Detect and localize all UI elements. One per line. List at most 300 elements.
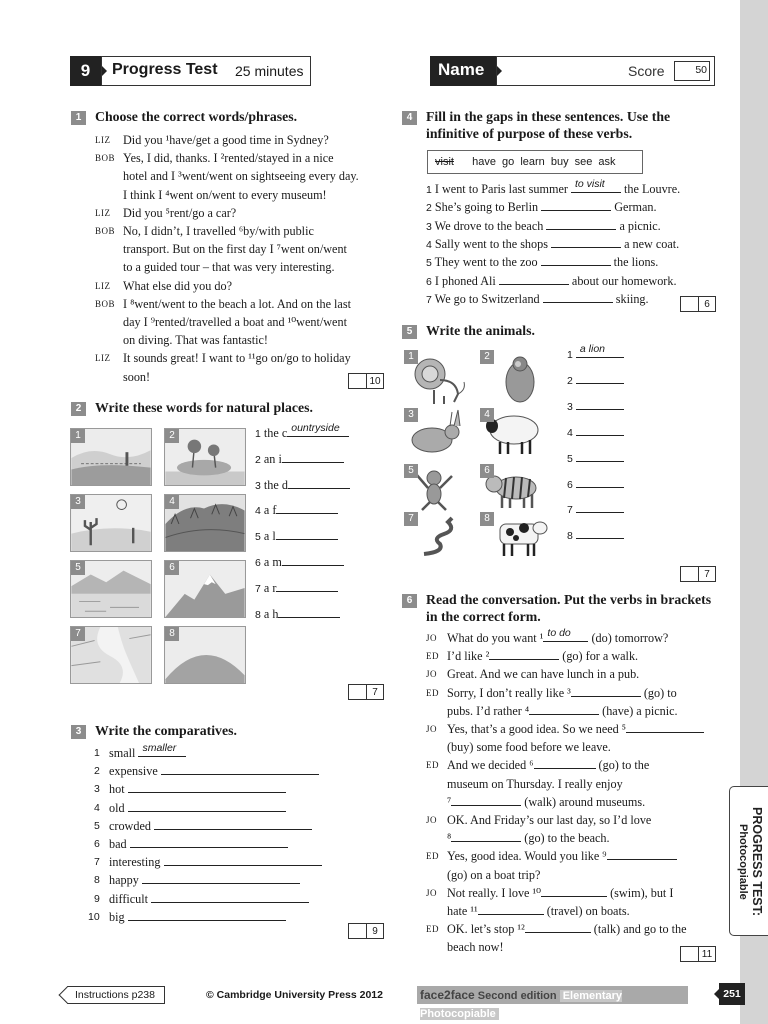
item-number: 2 [94,765,100,778]
answer-text: smaller [142,742,177,754]
speaker-label: BOB [95,153,116,164]
answer-blank[interactable] [543,290,613,303]
dialogue-line: Yes, I did, thanks. I ²rented/stayed in a nice [123,151,334,166]
place-item [255,553,344,572]
answer-blank[interactable] [541,198,611,211]
exercise-6-score: 11 [698,946,716,962]
exercise-1-score: 10 [366,373,384,389]
tile-label: 6 [480,464,494,478]
animal-item [567,423,624,442]
answer-blank[interactable] [282,450,344,463]
picture-lake [70,560,152,618]
line-text: (walk) around museums. [524,794,646,809]
answer-blank[interactable] [164,853,322,866]
sentence-item [426,272,677,291]
picture-forest [164,494,246,552]
page-number: 251 [719,983,745,1005]
item-number: 4 [567,426,573,439]
tile-label: 1 [404,350,418,364]
item-number: 5 [94,819,100,832]
item-number: 4 [255,505,261,518]
dialogue-line: transport. But on the first day I ⁷went on/went [123,242,347,257]
line-text: Yes, that’s a good idea. So we need ⁵ [447,722,627,736]
picture-desert [70,494,152,552]
place-item [255,424,349,443]
place-item [255,501,338,520]
place-item [255,476,350,495]
comparative-item [109,871,300,889]
sentence-end: about our homework. [571,273,677,288]
exercise-6-title-line1: Read the conversation. Put the verbs in brackets [426,592,712,607]
instructions-link[interactable]: Instructions p238 [67,986,165,1004]
comparative-item [109,908,286,926]
item-prefix: a m [263,555,282,569]
dialogue-line: No, I didn’t, I travelled ⁶by/with public [123,224,314,238]
animal-item [567,397,624,416]
line-text: Yes, good idea. Would you like ⁹ [447,849,607,864]
exercise-4-title-line2: infinitive of purpose of these verbs. [426,126,633,141]
answer-blank[interactable] [451,793,521,806]
exercise-1-number: 1 [71,111,86,125]
animal-item [567,371,624,390]
sentence-item [426,290,649,309]
answer-blank[interactable] [287,424,349,437]
sentence-start: They went to the zoo [434,255,538,270]
item-word: hot [109,782,125,797]
item-number: 7 [426,293,432,306]
sentence-start: We go to Switzerland [434,291,540,306]
line-text: Not really. I love ¹⁰ [447,885,542,900]
item-number: 3 [255,479,261,492]
exercise-3-score: 9 [366,923,384,939]
place-item [255,450,344,469]
animal-cow [480,512,550,560]
answer-blank[interactable] [276,527,338,540]
dialogue-line: It sounds great! I want to ¹¹go on/go to holiday [123,351,351,366]
answer-blank[interactable] [576,345,624,358]
item-word: small [109,746,136,760]
tile-label: 7 [71,627,85,641]
comparative-item [109,817,312,835]
tile-label: 4 [480,408,494,422]
speaker-label: ED [426,651,439,662]
item-number: 1 [426,184,432,196]
sentence-start: We drove to the beach [434,218,544,233]
tile-label: 4 [165,495,179,509]
exercise-4-number: 4 [402,111,417,125]
item-prefix: the c [263,426,288,440]
answer-blank[interactable] [576,500,624,513]
item-number: 8 [94,874,100,887]
line-text: beach now! [447,940,504,955]
sentence-end: a new coat. [624,236,680,251]
picture-river [70,626,152,684]
item-number: 7 [94,856,100,869]
place-item [255,579,338,598]
test-duration: 25 minutes [235,63,304,79]
dialogue-line: day I ⁹rented/travelled a boat and ¹⁰went/went [123,315,347,329]
answer-blank[interactable] [151,890,309,903]
answer-blank[interactable] [543,629,588,642]
item-number: 4 [426,238,432,251]
sentence-start: She’s going to Berlin [434,200,539,215]
exercise-2-score: 7 [366,684,384,700]
answer-blank[interactable] [576,371,624,384]
dialogue-line [447,720,704,738]
speaker-label: LIZ [95,135,111,145]
line-text: OK. let’s stop ¹² [447,922,525,937]
answer-blank[interactable] [451,829,521,842]
answer-blank[interactable] [546,217,616,230]
answer-blank[interactable] [571,684,641,697]
dialogue-line: I ⁸went/went to the beach a lot. And on the last [123,296,351,311]
line-text: (do) tomorrow? [591,631,669,645]
animal-tiger [480,464,544,512]
exercise-5-score-box[interactable] [680,566,700,582]
item-prefix: an i [263,451,282,466]
place-item [255,527,338,546]
line-text: (travel) on boats. [546,904,630,918]
sentence-item [426,217,661,236]
speaker-label: ED [426,687,439,698]
answer-blank[interactable] [576,526,624,539]
item-number: 8 [255,608,261,621]
answer-blank[interactable] [276,579,338,592]
line-text: (go) on a boat trip? [447,867,541,882]
dialogue-line [447,775,623,793]
item-word: expensive [109,764,158,779]
item-number: 7 [255,582,261,595]
item-number: 6 [426,275,432,288]
item-word: old [109,800,125,815]
answer-blank[interactable] [478,902,544,915]
answer-blank[interactable] [130,835,288,848]
line-text: I’d like ² [447,649,490,664]
place-item [255,605,340,624]
item-prefix: a l [263,529,276,544]
line-text: (have) a picnic. [602,703,678,718]
speaker-label: ED [426,760,439,771]
answer-text: to visit [574,178,605,190]
exercise-3-number: 3 [71,725,86,739]
speaker-label: JO [426,724,438,734]
score-label: Score [628,63,665,79]
dialogue-line [447,702,678,720]
dialogue-line: What else did you do? [123,278,232,293]
dialogue-line [447,629,668,647]
tile-label: 2 [480,350,494,364]
line-text: (go) to the beach. [524,831,610,846]
tile-label: 5 [404,464,418,478]
item-number: 6 [94,838,100,850]
animal-item [567,475,624,494]
answer-blank[interactable] [529,702,599,715]
dialogue-line: soon! [123,369,151,384]
speaker-label: ED [426,851,439,862]
comparative-item [109,762,319,780]
name-field[interactable] [496,56,715,86]
dialogue-line [447,866,540,884]
sentence-start: I phoned Ali [434,273,496,288]
answer-blank[interactable] [576,423,624,436]
exercise-6-title-line2: in the correct form. [426,609,541,624]
answer-blank[interactable] [551,235,621,248]
line-text: museum on Thursday. I really enjoy [447,776,623,791]
verb-list: have go learn buy see ask [472,156,616,168]
sentence-end: the Louvre. [624,182,681,196]
comparative-item [109,744,186,762]
tile-label: 7 [404,512,418,526]
comparative-item [109,780,286,798]
answer-blank[interactable] [154,817,312,830]
line-text: Sorry, I don’t really like ³ [447,685,571,700]
speaker-label: ED [426,924,439,935]
comparative-item [109,890,309,908]
line-text: ⁷ [447,794,452,809]
answer-blank[interactable] [576,449,624,462]
line-text: ⁸ [447,831,452,846]
item-number: 1 [567,349,573,361]
sentence-end: a picnic. [619,218,661,233]
sidebar-label-line1: PROGRESS TEST: [750,807,764,917]
animal-monkey [404,464,468,512]
answer-blank[interactable] [541,253,611,266]
sentence-item [426,235,679,254]
answer-blank[interactable] [161,762,319,775]
animal-item [567,526,624,545]
animal-sheep [480,408,544,456]
answer-blank[interactable] [138,744,186,757]
test-title-box [101,56,311,86]
line-text: OK. And Friday’s our last day, so I’d love [447,813,652,827]
comparative-item [109,799,286,817]
answer-blank[interactable] [626,720,704,733]
exercise-5-title: Write the animals. [426,323,535,338]
answer-blank[interactable] [128,780,286,793]
brand-name: face2face [420,988,475,1002]
speaker-label: JO [426,887,438,898]
answer-text: a lion [579,343,605,355]
brand-bar [417,986,688,1020]
speaker-label: JO [426,815,438,825]
item-number: 4 [94,801,100,814]
answer-blank[interactable] [576,475,624,488]
dialogue-line [447,938,504,956]
sentence-item [426,198,657,217]
dialogue-line [447,920,687,938]
item-number: 3 [94,783,100,796]
exercise-1-score-box[interactable] [348,373,368,389]
dialogue-line: I think I ⁴went on/went to every museum! [123,187,327,202]
dialogue-line [447,665,639,683]
verb-box [427,150,643,174]
item-number: 2 [426,202,432,215]
dialogue-line: to a guided tour – that was very interesting. [123,260,335,275]
item-prefix: a f [263,503,277,518]
answer-text: to do [547,627,571,639]
item-number: 6 [567,478,573,491]
item-word: big [109,909,125,924]
sentence-end: skiing. [615,291,649,306]
item-number: 1 [255,428,261,440]
animal-snake [404,512,468,560]
verb-struck: visit [435,156,454,168]
item-prefix: a h [263,606,279,621]
picture-countryside [70,428,152,486]
answer-blank[interactable] [128,908,286,921]
line-text: Great. And we can have lunch in a pub. [447,667,640,682]
speaker-label: LIZ [95,353,111,364]
answer-blank[interactable] [525,920,591,933]
answer-blank[interactable] [278,605,340,618]
item-number: 9 [94,892,100,905]
item-number: 5 [255,531,261,544]
dialogue-line [447,647,638,665]
item-word: difficult [109,891,149,906]
tile-label: 5 [71,561,85,575]
tile-label: 3 [71,495,85,509]
line-text: And we decided ⁶ [447,758,534,773]
tile-label: 2 [165,429,179,443]
animal-lion [404,350,468,406]
name-label: Name [430,56,496,86]
answer-blank[interactable] [489,647,559,660]
line-text: (go) to [643,685,677,700]
dialogue-line: Did you ⁵rent/go a car? [123,205,237,220]
tile-label: 8 [480,512,494,526]
item-number: 6 [255,557,261,569]
picture-island [164,428,246,486]
brand-edition: Second edition [477,990,557,1002]
item-number: 3 [567,400,573,413]
sentence-item [426,180,680,199]
item-prefix: the d [263,477,288,492]
test-number: 9 [70,56,101,86]
sentence-end: the lions. [613,255,659,270]
speaker-label: JO [426,633,438,643]
dialogue-line [447,884,673,902]
answer-blank[interactable] [128,799,286,812]
sidebar-label [734,800,764,924]
dialogue-line [447,847,677,865]
dialogue-line: hotel and I ³went/went on sightseeing every day. [123,169,359,184]
animal-item [567,345,624,364]
dialogue-line [447,829,610,847]
line-text: (go) for a walk. [562,649,639,664]
dialogue-line [447,738,611,756]
answer-blank[interactable] [276,501,338,514]
line-text: What do you want ¹ [447,631,544,645]
exercise-4-score: 6 [698,296,716,312]
picture-hill [164,626,246,684]
speaker-label: LIZ [95,207,111,218]
answer-blank[interactable] [282,553,344,566]
comparative-item [109,835,288,853]
item-word: crowded [109,818,151,833]
animal-rabbit [404,408,468,456]
speaker-label: BOB [95,226,116,236]
speaker-label: BOB [95,298,116,309]
dialogue-line [447,684,677,702]
line-text: hate ¹¹ [447,904,478,918]
exercise-5-number: 5 [402,325,417,339]
dialogue-line: Did you ¹have/get a good time in Sydney? [123,133,329,147]
exercise-3-title: Write the comparatives. [95,723,237,738]
item-number: 3 [426,220,432,233]
item-number: 2 [255,453,261,466]
exercise-2-score-box[interactable] [348,684,368,700]
animal-item [567,500,624,519]
test-title: Progress Test [112,61,218,78]
answer-blank[interactable] [541,884,607,897]
item-number: 7 [567,504,573,517]
item-word: happy [109,873,139,888]
dialogue-line [447,902,630,920]
speaker-label: JO [426,669,438,680]
sentence-start: Sally went to the shops [434,236,548,251]
dialogue-line: on diving. That was fantastic! [123,333,268,348]
answer-blank[interactable] [571,180,621,193]
brand-level: Elementary Photocopiable [420,990,622,1020]
comparative-item [109,853,322,871]
dialogue-line [447,756,649,774]
item-number: 10 [88,910,100,923]
tile-label: 6 [165,561,179,575]
tile-label: 3 [404,408,418,422]
answer-blank[interactable] [288,476,350,489]
line-text: pubs. I’d rather ⁴ [447,703,530,718]
exercise-5-score: 7 [698,566,716,582]
sentence-start: I went to Paris last summer [434,182,568,196]
tile-label: 8 [165,627,179,641]
exercise-2-title: Write these words for natural places. [95,400,313,415]
score-total: 50 [695,64,707,76]
item-number: 8 [567,530,573,543]
answer-blank[interactable] [607,847,677,860]
answer-blank[interactable] [142,871,300,884]
exercise-4-score-box[interactable] [680,296,700,312]
sentence-item [426,253,658,272]
dialogue-line [447,793,645,811]
exercise-6-score-box[interactable] [680,946,700,962]
answer-blank[interactable] [499,272,569,285]
item-number: 5 [567,452,573,465]
exercise-2-number: 2 [71,402,86,416]
dialogue-line [447,811,651,829]
exercise-4-title-line1: Fill in the gaps in these sentences. Use the [426,109,671,124]
item-word: interesting [109,855,161,870]
exercise-1-title: Choose the correct words/phrases. [95,109,298,124]
answer-text: ountryside [291,422,340,434]
item-word: bad [109,837,127,851]
speaker-label: LIZ [95,280,111,291]
answer-blank[interactable] [576,397,624,410]
sentence-end: German. [614,200,657,215]
answer-blank[interactable] [534,756,596,769]
sidebar-label-line2: Photocopiable [737,824,749,900]
item-number: 2 [567,374,573,387]
tile-label: 1 [71,429,85,443]
score-total-box[interactable] [674,61,710,81]
animal-item [567,449,624,468]
item-number: 1 [94,747,100,759]
item-prefix: a r [263,580,277,595]
copyright: © Cambridge University Press 2012 [206,989,383,1001]
exercise-3-score-box[interactable] [348,923,368,939]
line-text: (go) to the [598,758,650,773]
animal-gorilla [480,350,544,406]
line-text: (swim), but I [610,885,674,900]
